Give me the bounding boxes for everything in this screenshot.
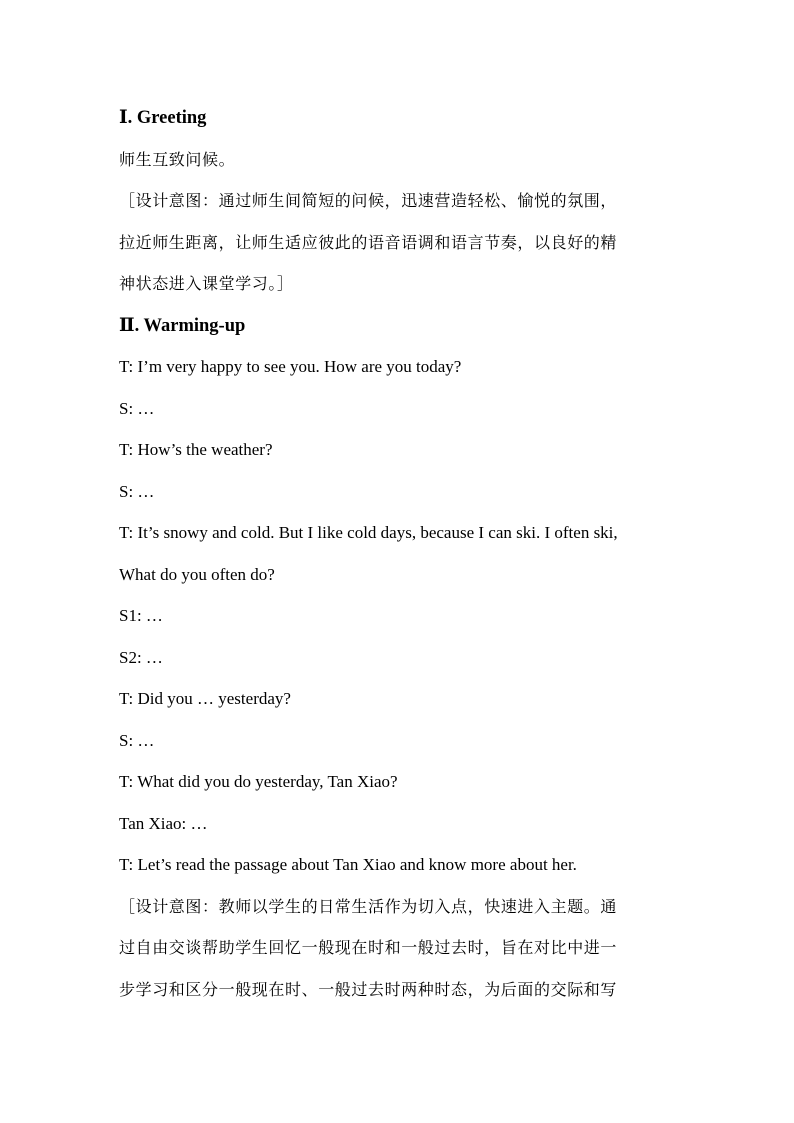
- dialogue-line: S: …: [119, 399, 155, 418]
- dialogue-line: S1: …: [119, 606, 163, 625]
- design-intent-line: 拉近师生距离，让师生适应彼此的语音语调和语言节奏，以良好的精: [119, 233, 618, 252]
- dialogue-line: S: …: [119, 731, 155, 750]
- dialogue-line: T: Let’s read the passage about Tan Xiao and know more about her.: [119, 855, 577, 874]
- dialogue-line: T: I’m very happy to see you. How are you today?: [119, 357, 462, 376]
- dialogue-line: T: How’s the weather?: [119, 440, 273, 459]
- dialogue-line: What do you often do?: [119, 565, 275, 584]
- dialogue-line: S2: …: [119, 648, 163, 667]
- dialogue-line: S: …: [119, 482, 155, 501]
- design-intent-line: ［设计意图：通过师生间简短的问候，迅速营造轻松、愉悦的氛围，: [119, 191, 618, 210]
- design-intent-line: ［设计意图：教师以学生的日常生活作为切入点，快速进入主题。通: [119, 897, 618, 916]
- design-intent-line: 步学习和区分一般现在时、一般过去时两种时态，为后面的交际和写: [119, 980, 618, 999]
- dialogue-line: T: Did you … yesterday?: [119, 689, 291, 708]
- greeting-text: 师生互致问候。: [119, 150, 236, 169]
- dialogue-line: T: What did you do yesterday, Tan Xiao?: [119, 772, 398, 791]
- dialogue-line: T: It’s snowy and cold. But I like cold days, because I can ski. I often ski,: [119, 523, 618, 542]
- dialogue-line: Tan Xiao: …: [119, 814, 208, 833]
- section-heading-greeting: Ⅰ. Greeting: [119, 108, 207, 128]
- design-intent-line: 过自由交谈帮助学生回忆一般现在时和一般过去时，旨在对比中进一: [119, 938, 618, 957]
- section-heading-warming-up: Ⅱ. Warming-up: [119, 316, 246, 336]
- design-intent-line: 神状态进入课堂学习。］: [119, 274, 294, 293]
